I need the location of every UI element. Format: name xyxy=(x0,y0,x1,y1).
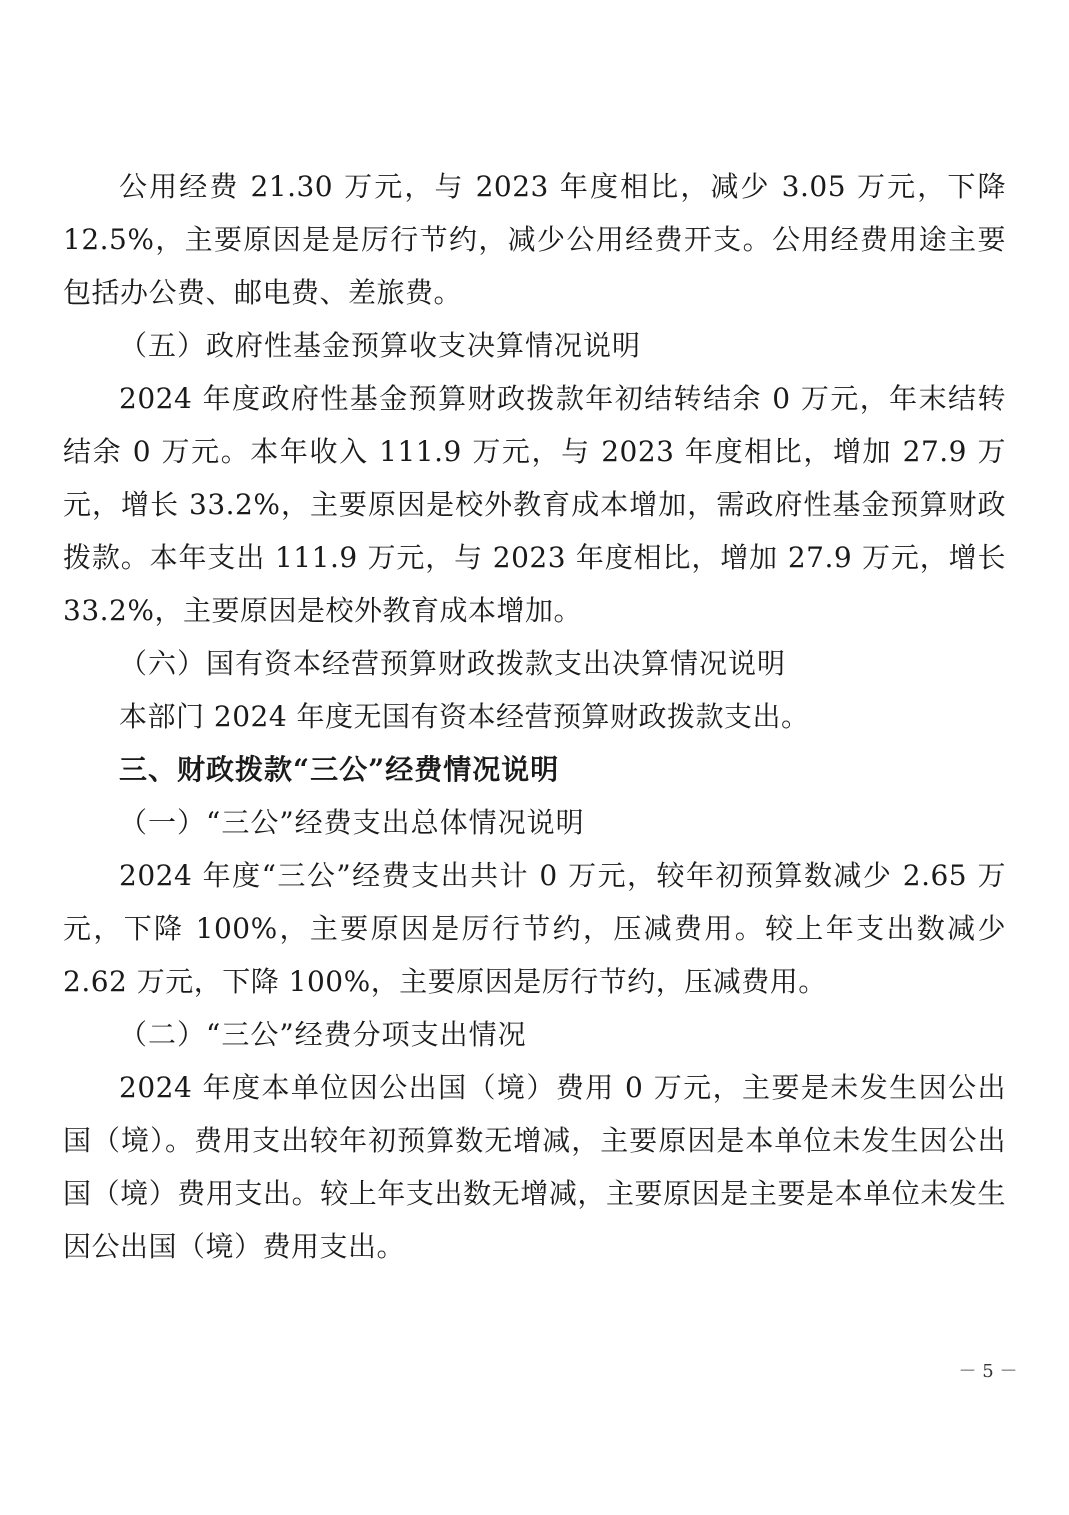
paragraph-government-fund-budget: 2024 年度政府性基金预算财政拨款年初结转结余 0 万元，年末结转结余 0 万元。本年收入 111.9 万元，与 2023 年度相比，增加 27.9 万元，增长 33.2%，主要原因是校外教育成本增加，需政府性基金预算财政拨款。本年支出 111.9 万元，与 2023 年度相比，增加 27.9 万元，增长 33.2%，主要原因是校外教育成本增加。 xyxy=(63,382,1006,627)
document-body xyxy=(63,160,1006,1273)
subheading-state-capital-budget: （六）国有资本经营预算财政拨款支出决算情况说明 xyxy=(119,647,787,680)
subheading-three-public-itemized: （二）“三公”经费分项支出情况 xyxy=(119,1018,527,1051)
paragraph-overseas-travel: 2024 年度本单位因公出国（境）费用 0 万元，主要是未发生因公出国（境）。费用支出较年初预算数无增减，主要原因是本单位未发生因公出国（境）费用支出。较上年支出数无增减，主要原因是主要是本单位未发生因公出国（境）费用支出。 xyxy=(63,1071,1006,1263)
subheading-three-public-overall: （一）“三公”经费支出总体情况说明 xyxy=(119,806,585,839)
paragraph-public-expenses: 公用经费 21.30 万元，与 2023 年度相比，减少 3.05 万元，下降 12.5%，主要原因是是厉行节约，减少公用经费开支。公用经费用途主要包括办公费、邮电费、差旅费。 xyxy=(63,170,1006,309)
page-number: － 5 － xyxy=(958,1361,1018,1382)
paragraph-state-capital-budget: 本部门 2024 年度无国有资本经营预算财政拨款支出。 xyxy=(119,700,810,733)
subheading-government-fund-budget: （五）政府性基金预算收支决算情况说明 xyxy=(119,329,642,362)
section-heading-three-public-expenses: 三、财政拨款“三公”经费情况说明 xyxy=(119,753,560,786)
paragraph-three-public-overall: 2024 年度“三公”经费支出共计 0 万元，较年初预算数减少 2.65 万元，下降 100%，主要原因是厉行节约，压减费用。较上年支出数减少 2.62 万元，下降 100%，主要原因是厉行节约，压减费用。 xyxy=(63,859,1006,998)
